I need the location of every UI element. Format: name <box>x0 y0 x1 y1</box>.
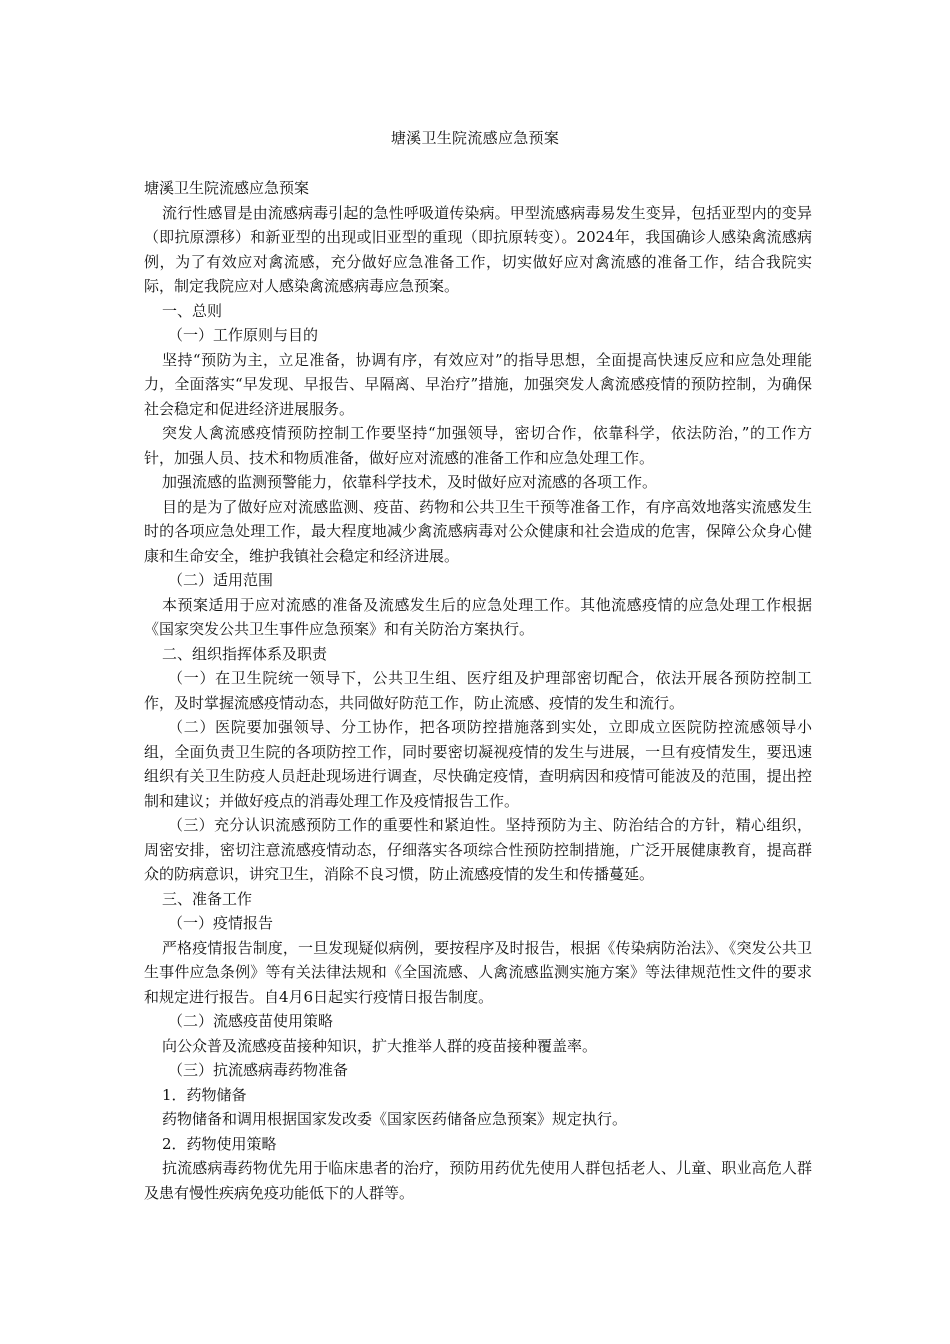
body-heading: 塘溪卫生院流感应急预案 <box>144 179 310 197</box>
paragraph: 目的是为了做好应对流感监测、疫苗、药物和公共卫生干预等准备工作，有序高效地落实流感发生时的各项应急处理工作，最大程度地减少禽流感病毒对公众健康和社会造成的危害，保障公众身心健康和生命安全，维护我镇社会稳定和经济进展。 <box>144 497 812 565</box>
subsection-heading-vaccine: （二）流感疫苗使用策略 <box>168 1012 334 1030</box>
list-item-heading: 2．药物使用策略 <box>162 1134 277 1153</box>
paragraph: 坚持“预防为主，立足准备，协调有序，有效应对”的指导思想，全面提高快速反应和应急处理能力，全面落实“早发现、早报告、早隔离、早治疗”措施，加强突发人禽流感疫情的预防控制，为确保社会稳定和促进经济进展服务。 <box>144 350 812 418</box>
paragraph: （三）充分认识流感预防工作的重要性和紧迫性。坚持预防为主、防治结合的方针，精心组织，周密安排，密切注意流感疫情动态，仔细落实各项综合性预防控制措施，广泛开展健康教育，提高群众的防病意识，讲究卫生，消除不良习惯，防止流感疫情的发生和传播蔓延。 <box>144 816 812 883</box>
section-heading-organization: 二、组织指挥体系及职责 <box>162 644 328 663</box>
subsection-heading-principles: （一）工作原则与目的 <box>168 326 319 344</box>
paragraph-intro: 流行性感冒是由流感病毒引起的急性呼吸道传染病。甲型流感病毒易发生变异，包括亚型内的变异（即抗原漂移）和新亚型的出现或旧亚型的重现（即抗原转变）。2024年，我国确诊人感染禽流感病例，为了有效应对禽流感，充分做好应急准备工作，切实做好应对禽流感的准备工作，结合我院实际，制定我院应对人感染禽流感病毒应急预案。 <box>144 203 812 295</box>
paragraph: 抗流感病毒药物优先用于临床患者的治疗，预防用药优先使用人群包括老人、儿童、职业高危人群及患有慢性疾病免疫功能低下的人群等。 <box>144 1159 812 1202</box>
paragraph: 向公众普及流感疫苗接种知识，扩大推举人群的疫苗接种覆盖率。 <box>162 1036 598 1055</box>
paragraph: 突发人禽流感疫情预防控制工作要坚持“加强领导，密切合作，依靠科学，依法防治，”的工作方针，加强人员、技术和物质准备，做好应对流感的准备工作和应急处理工作。 <box>144 424 812 467</box>
document-body <box>144 176 812 1205</box>
paragraph: 药物储备和调用根据国家发改委《国家医药储备应急预案》规定执行。 <box>162 1110 628 1128</box>
paragraph: （一）在卫生院统一领导下，公共卫生组、医疗组及护理部密切配合，依法开展各预防控制工作，及时掌握流感疫情动态，共同做好防范工作，防止流感、疫情的发生和流行。 <box>144 669 812 712</box>
subsection-heading-reporting: （一）疫情报告 <box>168 914 274 932</box>
section-heading-preparation: 三、准备工作 <box>162 889 253 908</box>
paragraph: 加强流感的监测预警能力，依靠科学技术，及时做好应对流感的各项工作。 <box>162 473 658 491</box>
paragraph: 严格疫情报告制度，一旦发现疑似病例，要按程序及时报告，根据《传染病防治法》、《突发公共卫生事件应急条例》等有关法律法规和《全国流感、人禽流感监测实施方案》等法律规范性文件的要求和规定进行报告。自4月6日起实行疫情日报告制度。 <box>144 938 812 1006</box>
section-heading-general: 一、总则 <box>162 301 223 320</box>
paragraph: （二）医院要加强领导、分工协作，把各项防控措施落到实处，立即成立医院防控流感领导小组，全面负责卫生院的各项防控工作，同时要密切凝视疫情的发生与进展，一旦有疫情发生，要迅速组织有关卫生防疫人员赶赴现场进行调查，尽快确定疫情，查明病因和疫情可能波及的范围，提出控制和建议；并做好疫点的消毒处理工作及疫情报告工作。 <box>144 718 812 810</box>
subsection-heading-antiviral: （三）抗流感病毒药物准备 <box>168 1061 349 1079</box>
paragraph: 本预案适用于应对流感的准备及流感发生后的应急处理工作。其他流感疫情的应急处理工作根据《国家突发公共卫生事件应急预案》和有关防治方案执行。 <box>144 595 812 638</box>
list-item-heading: 1．药物储备 <box>162 1085 247 1104</box>
document-title: 塘溪卫生院流感应急预案 <box>390 129 560 147</box>
subsection-heading-scope: （二）适用范围 <box>168 571 274 589</box>
